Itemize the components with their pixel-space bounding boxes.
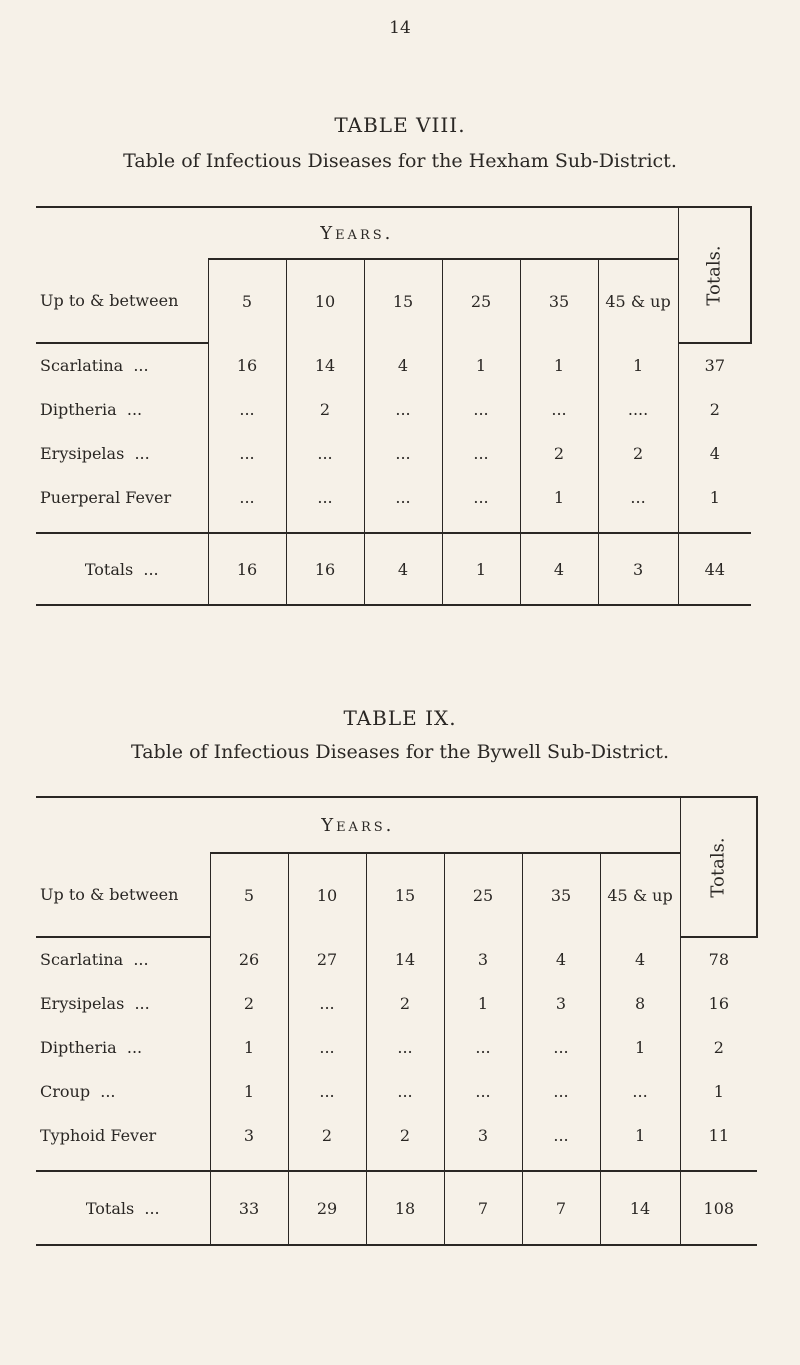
value-cell: 1	[600, 1113, 680, 1157]
table-row	[36, 981, 757, 1025]
value-cell: 4	[522, 937, 600, 981]
totals-row	[36, 533, 751, 605]
disease-cell: Puerperal Fever	[40, 487, 172, 507]
age-group-header: 10	[288, 853, 366, 937]
age-group-header: 25	[442, 259, 520, 343]
disease-cell: Croup ...	[40, 1081, 116, 1101]
value-cell: ...	[208, 475, 286, 519]
totals-label: Totals ...	[36, 533, 208, 605]
totals-header-label: Totals.	[707, 836, 729, 898]
table-row	[36, 1025, 757, 1069]
value-cell: 4	[364, 343, 442, 387]
age-group-header: 25	[444, 853, 522, 937]
value-cell: 7	[444, 1171, 522, 1245]
value-cell: 33	[210, 1171, 288, 1245]
value-cell: 18	[366, 1171, 444, 1245]
value-cell: ...	[598, 475, 678, 519]
grand-total-cell: 44	[678, 533, 751, 605]
value-cell: ...	[442, 431, 520, 475]
disease-cell: Diptheria ...	[40, 1037, 143, 1057]
value-cell: ...	[522, 1113, 600, 1157]
value-cell: ...	[600, 1069, 680, 1113]
value-cell: ...	[522, 1069, 600, 1113]
value-cell: ...	[442, 475, 520, 519]
table-row	[36, 1069, 757, 1113]
value-cell: 1	[210, 1069, 288, 1113]
value-cell: 4	[364, 533, 442, 605]
total-cell: 11	[680, 1113, 757, 1157]
age-group-header: 45 & up	[600, 853, 680, 937]
value-cell: 1	[520, 475, 598, 519]
age-header: Up to & between	[36, 259, 208, 343]
value-cell: 3	[522, 981, 600, 1025]
total-cell: 2	[678, 387, 751, 431]
value-cell: ...	[286, 475, 364, 519]
age-group-header: 35	[520, 259, 598, 343]
table-viii-subtitle: Table of Infectious Diseases for the Hexham Sub-District.	[123, 150, 677, 172]
value-cell: 2	[598, 431, 678, 475]
table-row	[36, 387, 751, 431]
value-cell: ...	[442, 387, 520, 431]
value-cell: 2	[366, 981, 444, 1025]
totals-header-label: Totals.	[703, 244, 725, 306]
totals-row	[36, 1171, 757, 1245]
disease-cell: Erysipelas ...	[40, 993, 150, 1013]
total-cell: 78	[680, 937, 757, 981]
value-cell: 1	[442, 343, 520, 387]
value-cell: 1	[442, 533, 520, 605]
value-cell: ...	[366, 1025, 444, 1069]
table-ix	[36, 796, 758, 1246]
value-cell: 16	[208, 533, 286, 605]
value-cell: 1	[444, 981, 522, 1025]
age-header: Up to & between	[36, 853, 210, 937]
value-cell: ...	[364, 475, 442, 519]
disease-cell: Typhoid Fever	[40, 1125, 157, 1145]
disease-cell: Scarlatina ...	[40, 356, 149, 375]
value-cell: 1	[210, 1025, 288, 1069]
table-ix-title: TABLE IX.	[343, 706, 457, 730]
age-group-header: 15	[366, 853, 444, 937]
value-cell: 8	[600, 981, 680, 1025]
totals-header	[680, 797, 757, 937]
value-cell: 3	[444, 937, 522, 981]
value-cell: 14	[366, 937, 444, 981]
age-group-header: 10	[286, 259, 364, 343]
age-group-header: 45 & up	[598, 259, 678, 343]
age-group-header: 15	[364, 259, 442, 343]
total-cell: 1	[678, 475, 751, 519]
value-cell: ...	[286, 431, 364, 475]
value-cell: 3	[444, 1113, 522, 1157]
age-group-header: 5	[208, 259, 286, 343]
total-cell: 16	[680, 981, 757, 1025]
value-cell: 2	[288, 1113, 366, 1157]
value-cell: 29	[288, 1171, 366, 1245]
value-cell: ...	[522, 1025, 600, 1069]
table-viii	[36, 206, 752, 606]
value-cell: ...	[364, 431, 442, 475]
value-cell: ...	[288, 981, 366, 1025]
years-header: Years.	[36, 797, 680, 853]
table-row	[36, 937, 757, 981]
value-cell: ...	[366, 1069, 444, 1113]
disease-cell: Scarlatina ...	[40, 950, 149, 969]
table-row	[36, 475, 751, 519]
age-group-header: 35	[522, 853, 600, 937]
value-cell: 26	[210, 937, 288, 981]
value-cell: 2	[520, 431, 598, 475]
table-viii-title: TABLE VIII.	[334, 113, 466, 137]
value-cell: 4	[600, 937, 680, 981]
value-cell: 2	[366, 1113, 444, 1157]
value-cell: ...	[444, 1069, 522, 1113]
table-row	[36, 343, 751, 387]
table-row	[36, 1113, 757, 1157]
years-header: Years.	[36, 207, 678, 259]
totals-label: Totals ...	[36, 1171, 210, 1245]
value-cell: 1	[520, 343, 598, 387]
table-row	[36, 431, 751, 475]
value-cell: 16	[286, 533, 364, 605]
page-number: 14	[389, 18, 411, 38]
age-group-header: 5	[210, 853, 288, 937]
value-cell: 2	[210, 981, 288, 1025]
value-cell: 2	[286, 387, 364, 431]
table-ix-subtitle: Table of Infectious Diseases for the Bywell Sub-District.	[131, 741, 669, 763]
value-cell: 4	[520, 533, 598, 605]
value-cell: ...	[288, 1025, 366, 1069]
value-cell: 27	[288, 937, 366, 981]
value-cell: ...	[288, 1069, 366, 1113]
value-cell: ...	[208, 387, 286, 431]
total-cell: 2	[680, 1025, 757, 1069]
value-cell: 14	[286, 343, 364, 387]
total-cell: 4	[678, 431, 751, 475]
value-cell: 3	[598, 533, 678, 605]
value-cell: ...	[208, 431, 286, 475]
value-cell: 1	[600, 1025, 680, 1069]
value-cell: 7	[522, 1171, 600, 1245]
total-cell: 37	[678, 343, 751, 387]
value-cell: 1	[598, 343, 678, 387]
disease-cell: Diptheria ...	[40, 399, 143, 419]
value-cell: ...	[520, 387, 598, 431]
value-cell: 14	[600, 1171, 680, 1245]
value-cell: ....	[598, 387, 678, 431]
value-cell: 3	[210, 1113, 288, 1157]
value-cell: 16	[208, 343, 286, 387]
value-cell: ...	[444, 1025, 522, 1069]
total-cell: 1	[680, 1069, 757, 1113]
value-cell: ...	[364, 387, 442, 431]
grand-total-cell: 108	[680, 1171, 757, 1245]
totals-header	[678, 207, 751, 343]
disease-cell: Erysipelas ...	[40, 443, 150, 463]
